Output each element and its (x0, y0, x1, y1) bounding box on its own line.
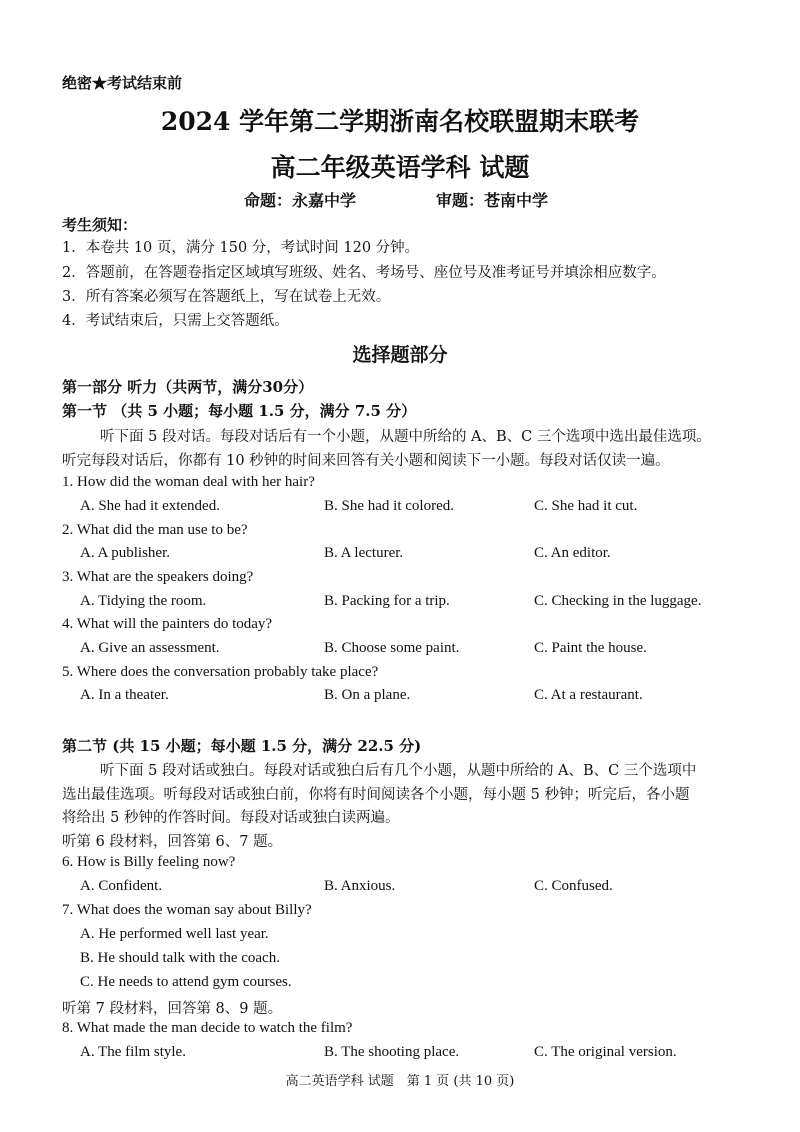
option-a: A. In a theater. (80, 687, 169, 703)
section1-instruction: 听完每段对话后，你都有 10 秒钟的时间来回答有关小题和阅读下一小题。每段对话仅读一遍。 (62, 453, 670, 469)
part1-title: 第一部分 听力（共两节，满分30分） (62, 378, 314, 396)
question-5: 5. Where does the conversation probably take place? (62, 664, 379, 680)
option-c: C. An editor. (534, 545, 611, 561)
question-4: 4. What will the painters do today? (62, 616, 273, 632)
option-b: B. A lecturer. (324, 545, 404, 561)
option-c: C. The original version. (534, 1044, 677, 1060)
section2-instruction: 将给出 5 秒钟的作答时间。每段对话或独白读两遍。 (62, 810, 400, 826)
section1-title: 第一节 （共 5 小题；每小题 1.5 分，满分 7.5 分） (62, 402, 417, 420)
option-b: B. Anxious. (324, 878, 396, 894)
option-a: A. Confident. (80, 878, 163, 894)
material-6-note: 听第 6 段材料，回答第 6、7 题。 (62, 834, 283, 850)
question-7: 7. What does the woman say about Billy? (62, 902, 312, 918)
question-3: 3. What are the speakers doing? (62, 569, 254, 585)
option-b: B. The shooting place. (324, 1044, 460, 1060)
question-8: 8. What made the man decide to watch the film? (62, 1020, 353, 1036)
material-7-note: 听第 7 段材料，回答第 8、9 题。 (62, 1001, 283, 1017)
question-6: 6. How is Billy feeling now? (62, 854, 236, 870)
confidential-label: 绝密★考试结束前 (62, 74, 183, 92)
notice-item: 2．答题前，在答题卷指定区域填写班级、姓名、考场号、座位号及准考证号并填涂相应数字。 (62, 265, 666, 281)
option-a: A. He performed well last year. (80, 926, 269, 942)
question-2: 2. What did the man use to be? (62, 522, 248, 538)
option-c: C. He needs to attend gym courses. (80, 974, 292, 990)
exam-title: 2024 学年第二学期浙南名校联盟期末联考 (160, 107, 640, 136)
notice-item: 3．所有答案必须写在答题纸上，写在试卷上无效。 (62, 289, 391, 305)
option-b: B. He should talk with the coach. (80, 950, 280, 966)
option-c: C. Paint the house. (534, 640, 647, 656)
notice-heading: 考生须知： (62, 216, 138, 234)
reviewer: 审题：苍南中学 (436, 191, 549, 210)
author: 命题：永嘉中学 (244, 191, 357, 210)
option-c: C. At a restaurant. (534, 687, 643, 703)
section2-instruction: 选出最佳选项。听每段对话或独白前，你将有时间阅读各个小题，每小题 5 秒钟；听完后，各小题 (62, 787, 690, 803)
option-b: B. On a plane. (324, 687, 411, 703)
section2-title: 第二节 (共 15 小题；每小题 1.5 分，满分 22.5 分) (62, 737, 422, 755)
question-1: 1. How did the woman deal with her hair? (62, 474, 315, 490)
option-a: A. Tidying the room. (80, 593, 207, 609)
option-a: A. She had it extended. (80, 498, 220, 514)
option-a: A. The film style. (80, 1044, 186, 1060)
option-b: B. Packing for a trip. (324, 593, 450, 609)
option-a: A. A publisher. (80, 545, 171, 561)
notice-item: 1．本卷共 10 页，满分 150 分，考试时间 120 分钟。 (62, 240, 420, 256)
option-b: B. She had it colored. (324, 498, 454, 514)
option-c: C. Confused. (534, 878, 613, 894)
option-c: C. Checking in the luggage. (534, 593, 702, 609)
option-b: B. Choose some paint. (324, 640, 460, 656)
notice-item: 4．考试结束后，只需上交答题纸。 (62, 313, 289, 329)
section1-instruction: 听下面 5 段对话。每段对话后有一个小题，从题中所给的 A、B、C 三个选项中选出最佳选项。 (100, 429, 711, 445)
option-c: C. She had it cut. (534, 498, 638, 514)
option-a: A. Give an assessment. (80, 640, 220, 656)
page-footer: 高二英语学科 试题 第 1 页 (共 10 页) (285, 1074, 515, 1089)
exam-subtitle: 高二年级英语学科 试题 (270, 153, 530, 182)
section2-instruction: 听下面 5 段对话或独白。每段对话或独白后有几个小题，从题中所给的 A、B、C 三个选项中 (100, 763, 697, 779)
section-title: 选择题部分 (352, 344, 448, 366)
